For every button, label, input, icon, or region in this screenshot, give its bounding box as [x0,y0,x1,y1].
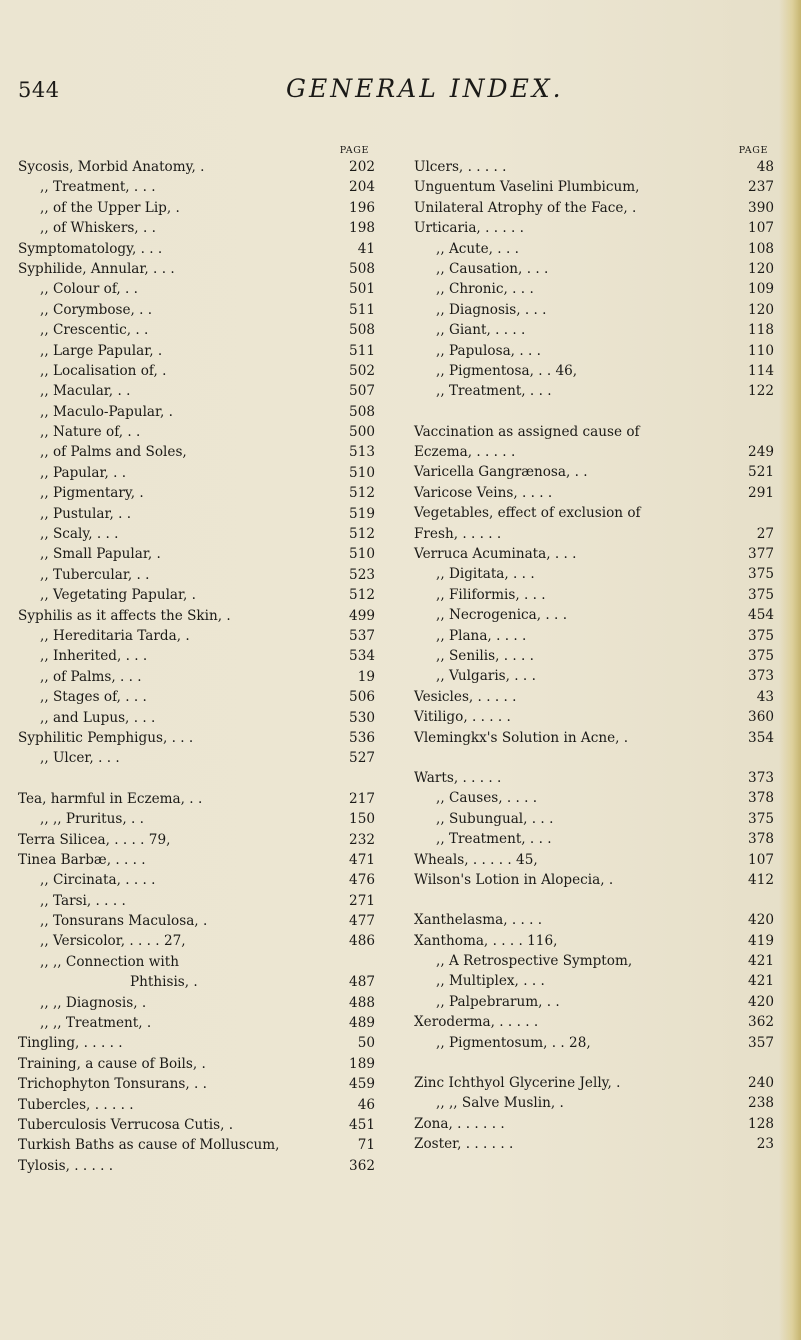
entry-page-number: 488 [349,994,375,1011]
entry-label: Zona, . . . . . . [414,1115,505,1132]
entry-page-number: 530 [349,709,375,726]
index-entry [18,300,375,320]
entry-page-number: 451 [349,1116,375,1133]
entry-label: ,, Localisation of, . [40,362,167,379]
entry-label: ,, Inherited, . . . [40,648,148,665]
index-entry [18,463,375,483]
entry-label: ,, Hereditaria Tarda, . [40,627,190,644]
entry-page-number: 512 [349,526,375,543]
entry-label: ,, Causation, . . . [436,260,549,277]
entry-page-number: 202 [349,159,375,175]
index-entry [414,1012,774,1032]
index-entry [414,157,774,177]
entry-page-number: 378 [748,790,774,807]
entry-page-number: 537 [349,627,375,644]
entry-page-number: 375 [748,810,774,827]
index-entry [414,971,774,991]
entry-label: ,, Pigmentary, . [40,485,144,502]
entry-label: ,, Pustular, . . [40,505,132,522]
index-entry [18,1135,375,1155]
index-entry [414,361,774,381]
index-entry [414,788,774,808]
entry-page-number: 506 [349,689,375,706]
entry-label: Tubercles, . . . . . [18,1096,134,1113]
index-entry [18,687,375,707]
entry-page-number: 502 [349,362,375,379]
entry-label: ,, Chronic, . . . [436,281,534,298]
index-entry [18,993,375,1013]
entry-page-number: 375 [748,627,774,644]
index-entry [18,972,375,992]
index-entry [414,503,774,523]
entry-page-number: 421 [748,973,774,990]
entry-page-number: 271 [349,892,375,909]
entry-page-number: 511 [349,342,375,359]
index-entry [18,870,375,890]
index-entry [414,239,774,259]
index-entry [18,748,375,768]
entry-label: Fresh, . . . . . [414,525,502,542]
entry-page-number: 19 [357,668,375,685]
entry-page-number: 50 [357,1035,375,1052]
entry-page-number: 459 [349,1076,375,1093]
entry-label: Varicella Gangrænosa, . . [414,464,588,481]
entry-label: ,, Versicolor, . . . . 27, [40,933,186,950]
entry-page-number: 249 [748,444,774,461]
entry-label: Xeroderma, . . . . . [414,1014,539,1031]
index-entry [18,728,375,748]
index-entry [18,931,375,951]
entry-page-number: 507 [349,383,375,400]
entry-page-number: 501 [349,281,375,298]
index-entry [414,910,774,930]
entry-label: Phthisis, . [130,974,198,991]
entry-label: ,, Small Papular, . [40,546,161,563]
entry-page-number: 46 [357,1096,375,1113]
index-entry [18,1156,375,1176]
entry-label: Wilson's Lotion in Alopecia, . [414,871,614,888]
entry-label: ,, Digitata, . . . [436,566,535,583]
entry-label: Varicose Veins, . . . . [414,484,553,501]
index-entry [414,707,774,727]
entry-label: ,, Large Papular, . [40,342,163,359]
index-entry [18,1115,375,1135]
entry-page-number: 122 [748,383,774,400]
entry-page-number: 486 [349,933,375,950]
entry-page-number: 354 [748,729,774,746]
index-entry [414,931,774,951]
entry-page-number: 527 [349,750,375,767]
entry-label: ,, Papular, . . [40,464,127,481]
entry-label: Tingling, . . . . . [18,1035,123,1052]
entry-label: ,, A Retrospective Symptom, [436,953,633,970]
entry-label: Training, a cause of Boils, . [18,1055,206,1072]
entry-page-number: 41 [357,240,375,257]
entry-label: ,, Tonsurans Maculosa, . [40,913,208,930]
index-entry [414,381,774,401]
section-gap [414,890,774,910]
index-entry [18,606,375,626]
index-entry [414,483,774,503]
index-entry [414,728,774,748]
entry-label: Syphilitic Pemphigus, . . . [18,729,194,746]
entry-page-number: 109 [748,281,774,298]
index-entry [18,626,375,646]
index-entry [414,544,774,564]
index-entry [414,666,774,686]
entry-label: ,, Scaly, . . . [40,526,119,543]
entry-page-number: 120 [748,260,774,277]
entry-page-number: 375 [748,647,774,664]
entry-label: ,, Papulosa, . . . [436,342,541,359]
entry-page-number: 217 [349,790,375,807]
entry-label: ,, Vulgaris, . . . [436,668,536,685]
entry-label: ,, Vegetating Papular, . [40,587,196,604]
entry-page-number: 477 [349,913,375,930]
entry-label: Trichophyton Tonsurans, . . [18,1076,207,1093]
entry-label: ,, of Palms and Soles, [40,444,187,461]
entry-page-number: 120 [748,301,774,318]
index-entry [414,442,774,462]
index-entry [18,1095,375,1115]
entry-page-number: 198 [349,220,375,237]
page-edge-shadow [779,0,801,1340]
index-entries-left [18,157,375,1176]
entry-page-number: 48 [756,159,774,175]
entry-page-number: 107 [748,220,774,237]
index-entry [18,402,375,422]
entry-page-number: 128 [748,1115,774,1132]
entry-label: ,, Maculo-Papular, . [40,403,173,420]
entry-label: Vitiligo, . . . . . [414,709,511,726]
entry-label: ,, Palpebrarum, . . [436,993,560,1010]
index-entry [414,422,774,442]
index-entries-right [414,157,774,1155]
entry-page-number: 23 [756,1136,774,1153]
index-entry [18,177,375,197]
entry-label: ,, of Palms, . . . [40,668,142,685]
index-entry [18,646,375,666]
index-entry [18,504,375,524]
entry-page-number: 513 [349,444,375,461]
entry-label: ,, Diagnosis, . . . [436,301,547,318]
index-entry [414,829,774,849]
running-head: GENERAL INDEX. [286,74,564,103]
entry-label: Verruca Acuminata, . . . [414,546,577,563]
index-entry [18,218,375,238]
section-gap [414,402,774,422]
entry-label: ,, Corymbose, . . [40,301,153,318]
index-entry [18,911,375,931]
entry-page-number: 471 [349,851,375,868]
entry-page-number: 237 [748,179,774,196]
entry-label: ,, Necrogenica, . . . [436,607,568,624]
index-entry [414,320,774,340]
index-entry [18,891,375,911]
index-entry [414,585,774,605]
index-entry [414,177,774,197]
entry-label: Unguentum Vaselini Plumbicum, [414,179,640,196]
entry-page-number: 511 [349,301,375,318]
page-number: 544 [18,78,60,102]
entry-label: Vegetables, effect of exclusion of [414,505,641,522]
index-entry [414,992,774,1012]
entry-page-number: 362 [349,1157,375,1174]
entry-label: ,, Tarsi, . . . . [40,892,126,909]
index-entry [18,524,375,544]
index-entry [18,198,375,218]
entry-label: ,, ,, Salve Muslin, . [436,1095,564,1112]
entry-page-number: 204 [349,179,375,196]
entry-page-number: 510 [349,546,375,563]
index-entry [18,483,375,503]
entry-page-number: 118 [748,322,774,339]
entry-page-number: 390 [748,199,774,216]
index-column-right [414,145,774,1155]
entry-page-number: 489 [349,1015,375,1032]
entry-label: Symptomatology, . . . [18,240,163,257]
entry-label: Tea, harmful in Eczema, . . [18,790,203,807]
index-entry [18,1013,375,1033]
index-entry [414,1073,774,1093]
entry-page-number: 508 [349,403,375,420]
index-entry [18,708,375,728]
index-entry [414,198,774,218]
index-entry [18,544,375,564]
entry-page-number: 360 [748,709,774,726]
entry-page-number: 189 [349,1055,375,1072]
entry-page-number: 508 [349,322,375,339]
entry-page-number: 291 [748,484,774,501]
entry-label: Vesicles, . . . . . [414,688,517,705]
entry-label: Zinc Ichthyol Glycerine Jelly, . [414,1075,621,1092]
entry-page-number: 71 [357,1137,375,1154]
entry-page-number: 232 [349,831,375,848]
index-entry [18,850,375,870]
index-entry [414,524,774,544]
index-entry [414,870,774,890]
entry-page-number: 523 [349,566,375,583]
index-entry [414,850,774,870]
entry-label: ,, Causes, . . . . [436,790,538,807]
index-entry [18,157,375,177]
entry-label: ,, Nature of, . . [40,424,141,441]
entry-label: Tinea Barbæ, . . . . [18,851,146,868]
section-gap [414,748,774,768]
entry-page-number: 512 [349,587,375,604]
entry-page-number: 114 [748,362,774,379]
page-column-heading: PAGE [339,145,369,156]
entry-label: ,, of the Upper Lip, . [40,199,180,216]
section-gap [18,769,375,789]
entry-label: ,, Pigmentosa, . . 46, [436,362,578,379]
index-entry [18,320,375,340]
entry-label: ,, Circinata, . . . . [40,872,156,889]
index-entry [414,626,774,646]
index-entry [18,239,375,259]
index-entry [414,1114,774,1134]
entry-label: Tuberculosis Verrucosa Cutis, . [18,1116,234,1133]
entry-label: ,, Treatment, . . . [40,179,156,196]
entry-label: Ulcers, . . . . . [414,159,507,175]
index-entry [18,667,375,687]
entry-page-number: 420 [748,993,774,1010]
entry-label: ,, Subungual, . . . [436,810,554,827]
entry-label: Syphilis as it affects the Skin, . [18,607,231,624]
entry-label: ,, ,, Pruritus, . . [40,811,144,828]
index-entry [18,952,375,972]
entry-label: ,, Crescentic, . . [40,322,149,339]
entry-page-number: 421 [748,953,774,970]
entry-label: Terra Silicea, . . . . 79, [18,831,171,848]
entry-label: Sycosis, Morbid Anatomy, . [18,159,205,175]
entry-page-number: 378 [748,831,774,848]
page-column-heading: PAGE [738,145,768,156]
index-entry [18,1033,375,1053]
entry-label: ,, and Lupus, . . . [40,709,156,726]
entry-page-number: 110 [748,342,774,359]
entry-label: Zoster, . . . . . . [414,1136,514,1153]
index-entry [414,279,774,299]
index-entry [18,341,375,361]
entry-label: Vlemingkx's Solution in Acne, . [414,729,629,746]
entry-label: ,, Treatment, . . . [436,383,552,400]
index-entry [414,300,774,320]
entry-label: ,, Senilis, . . . . [436,647,534,664]
entry-page-number: 240 [748,1075,774,1092]
entry-label: Warts, . . . . . [414,769,502,786]
entry-label: ,, Plana, . . . . [436,627,527,644]
entry-page-number: 196 [349,199,375,216]
entry-page-number: 476 [349,872,375,889]
entry-label: ,, Multiplex, . . . [436,973,545,990]
entry-page-number: 375 [748,566,774,583]
entry-page-number: 487 [349,974,375,991]
index-entry [414,809,774,829]
index-entry [18,1074,375,1094]
entry-label: ,, Stages of, . . . [40,689,147,706]
entry-label: ,, ,, Treatment, . [40,1015,152,1032]
entry-label: Urticaria, . . . . . [414,220,524,237]
index-entry [414,1093,774,1113]
entry-label: Xanthoma, . . . . 116, [414,932,558,949]
entry-label: ,, Colour of, . . [40,281,138,298]
entry-page-number: 519 [349,505,375,522]
entry-page-number: 150 [349,811,375,828]
entry-label: ,, Tubercular, . . [40,566,150,583]
entry-page-number: 373 [748,668,774,685]
entry-page-number: 27 [756,525,774,542]
entry-page-number: 108 [748,240,774,257]
entry-page-number: 499 [349,607,375,624]
index-column-left [18,145,375,1176]
entry-label: ,, Filiformis, . . . [436,586,546,603]
index-entry [18,279,375,299]
entry-label: ,, ,, Connection with [40,953,179,970]
index-entry [18,830,375,850]
entry-label: Wheals, . . . . . 45, [414,851,538,868]
entry-page-number: 43 [756,688,774,705]
entry-page-number: 357 [748,1034,774,1051]
entry-label: ,, Acute, . . . [436,240,519,257]
entry-label: ,, ,, Diagnosis, . [40,994,147,1011]
entry-page-number: 373 [748,769,774,786]
entry-page-number: 536 [349,729,375,746]
entry-page-number: 534 [349,648,375,665]
entry-page-number: 420 [748,912,774,929]
entry-page-number: 362 [748,1014,774,1031]
entry-page-number: 508 [349,260,375,277]
entry-page-number: 107 [748,851,774,868]
entry-label: Tylosis, . . . . . [18,1157,114,1174]
entry-page-number: 510 [349,464,375,481]
index-entry [18,259,375,279]
entry-label: ,, Macular, . . [40,383,131,400]
entry-page-number: 412 [748,871,774,888]
entry-page-number: 521 [748,464,774,481]
index-entry [414,341,774,361]
entry-label: Syphilide, Annular, . . . [18,260,175,277]
index-entry [414,646,774,666]
index-entry [414,605,774,625]
entry-label: Eczema, . . . . . [414,444,516,461]
index-entry [414,687,774,707]
index-entry [414,259,774,279]
entry-label: Turkish Baths as cause of Molluscum, [18,1137,280,1154]
entry-page-number: 419 [748,932,774,949]
entry-page-number: 500 [349,424,375,441]
index-entry [414,564,774,584]
entry-page-number: 238 [748,1095,774,1112]
index-entry [18,361,375,381]
entry-page-number: 375 [748,586,774,603]
index-entry [18,381,375,401]
index-entry [414,218,774,238]
index-entry [414,768,774,788]
entry-label: ,, Treatment, . . . [436,831,552,848]
index-entry [414,462,774,482]
entry-label: Vaccination as assigned cause of [414,423,640,440]
entry-page-number: 512 [349,485,375,502]
index-entry [18,809,375,829]
entry-page-number: 454 [748,607,774,624]
entry-label: ,, Ulcer, . . . [40,750,120,767]
index-entry [414,951,774,971]
entry-page-number: 377 [748,546,774,563]
index-entry [414,1033,774,1053]
index-entry [18,585,375,605]
entry-label: ,, Giant, . . . . [436,322,526,339]
index-entry [18,1054,375,1074]
index-entry [414,1134,774,1154]
index-entry [18,565,375,585]
index-entry [18,789,375,809]
index-entry [18,442,375,462]
entry-label: ,, Pigmentosum, . . 28, [436,1034,591,1051]
entry-label: Xanthelasma, . . . . [414,912,543,929]
entry-label: Unilateral Atrophy of the Face, . [414,199,637,216]
entry-label: ,, of Whiskers, . . [40,220,156,237]
section-gap [414,1053,774,1073]
index-entry [18,422,375,442]
